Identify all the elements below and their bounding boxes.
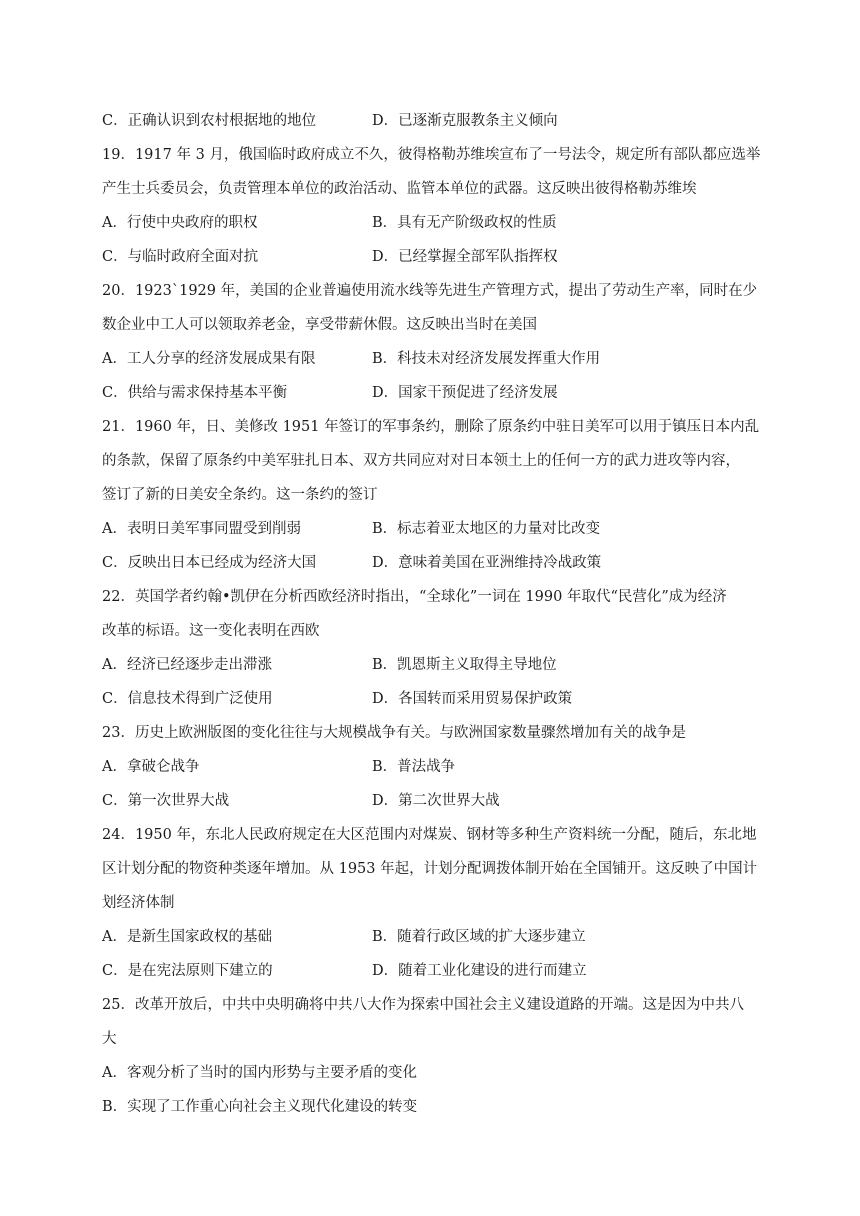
q24-option-b: B．随着行政区域的扩大逐步建立 [372, 929, 586, 945]
q23-stem-line-1: 23．历史上欧洲版图的变化往往与大规模战争有关。与欧洲国家数量骤然增加有关的战争是 [102, 725, 686, 741]
q24-stem-line-1: 24．1950 年，东北人民政府规定在大区范围内对煤炭、钢材等多种生产资料统一分配，随后，东北地 [102, 827, 757, 843]
q24-stem-line-3: 划经济体制 [102, 895, 175, 911]
q23-option-d: D．第二次世界大战 [372, 793, 500, 809]
q19-stem-line-2: 产生士兵委员会，负责管理本单位的政治活动、监管本单位的武器。这反映出彼得格勒苏维埃 [102, 181, 697, 197]
q24-option-c: C．是在宪法原则下建立的 [102, 963, 273, 979]
q24-option-a: A．是新生国家政权的基础 [102, 929, 272, 945]
q25-option-b: B．实现了工作重心向社会主义现代化建设的转变 [102, 1099, 418, 1115]
q20-stem-line-1: 20．1923`1929 年，美国的企业普遍使用流水线等先进生产管理方式，提出了劳动生产率，同时在少 [102, 283, 758, 299]
q21-stem-line-3: 签订了新的日美安全条约。这一条约的签订 [102, 487, 378, 503]
q21-option-d: D．意味着美国在亚洲维持冷战政策 [372, 555, 602, 571]
q18-option-d: D．已逐渐克服教条主义倾向 [372, 113, 558, 129]
q23-option-b: B．普法战争 [372, 759, 456, 775]
q19-option-d: D．已经掌握全部军队指挥权 [372, 249, 558, 265]
q18-option-c: C．正确认识到农村根据地的地位 [102, 113, 317, 129]
q21-stem-line-2: 的条款，保留了原条约中美军驻扎日本、双方共同应对对日本领土上的任何一方的武力进攻等内容， [102, 453, 740, 469]
q24-stem-line-2: 区计划分配的物资种类逐年增加。从 1953 年起，计划分配调拨体制开始在全国铺开。这反映了中国计 [102, 861, 758, 877]
q19-stem-line-1: 19．1917 年 3 月，俄国临时政府成立不久，彼得格勒苏维埃宣布了一号法令，规定所有部队都应选举 [102, 147, 761, 163]
q22-option-a: A．经济已经逐步走出滞涨 [102, 657, 272, 673]
q23-option-a: A．拿破仑战争 [102, 759, 200, 775]
q22-option-b: B．凯恩斯主义取得主导地位 [372, 657, 557, 673]
q21-option-a: A．表明日美军事同盟受到削弱 [102, 521, 301, 537]
q20-option-a: A．工人分享的经济发展成果有限 [102, 351, 316, 367]
q22-option-c: C．信息技术得到广泛使用 [102, 691, 273, 707]
q19-option-a: A．行使中央政府的职权 [102, 215, 258, 231]
q20-option-b: B．科技未对经济发展发挥重大作用 [372, 351, 601, 367]
q21-option-c: C．反映出日本已经成为经济大国 [102, 555, 317, 571]
q20-stem-line-2: 数企业中工人可以领取养老金，享受带薪休假。这反映出当时在美国 [102, 317, 537, 333]
q21-option-b: B．标志着亚太地区的力量对比改变 [372, 521, 601, 537]
q22-stem-line-2: 改革的标语。这一变化表明在西欧 [102, 623, 320, 639]
q20-option-d: D．国家干预促进了经济发展 [372, 385, 558, 401]
q25-stem-line-2: 大 [102, 1031, 117, 1047]
q22-option-d: D．各国转而采用贸易保护政策 [372, 691, 573, 707]
q23-option-c: C．第一次世界大战 [102, 793, 230, 809]
q24-option-d: D．随着工业化建设的进行而建立 [372, 963, 587, 979]
q25-option-a: A．客观分析了当时的国内形势与主要矛盾的变化 [102, 1065, 417, 1081]
q21-stem-line-1: 21．1960 年，日、美修改 1951 年签订的军事条约，删除了原条约中驻日美军可以用于镇压日本内乱 [102, 419, 760, 435]
q19-option-b: B．具有无产阶级政权的性质 [372, 215, 557, 231]
q20-option-c: C．供给与需求保持基本平衡 [102, 385, 288, 401]
q19-option-c: C．与临时政府全面对抗 [102, 249, 259, 265]
q25-stem-line-1: 25．改革开放后，中共中央明确将中共八大作为探索中国社会主义建设道路的开端。这是因为中共八 [102, 997, 744, 1013]
q22-stem-line-1: 22．英国学者约翰•凯伊在分析西欧经济时指出，“全球化”一词在 1990 年取代“民营化”成为经济 [102, 589, 727, 605]
